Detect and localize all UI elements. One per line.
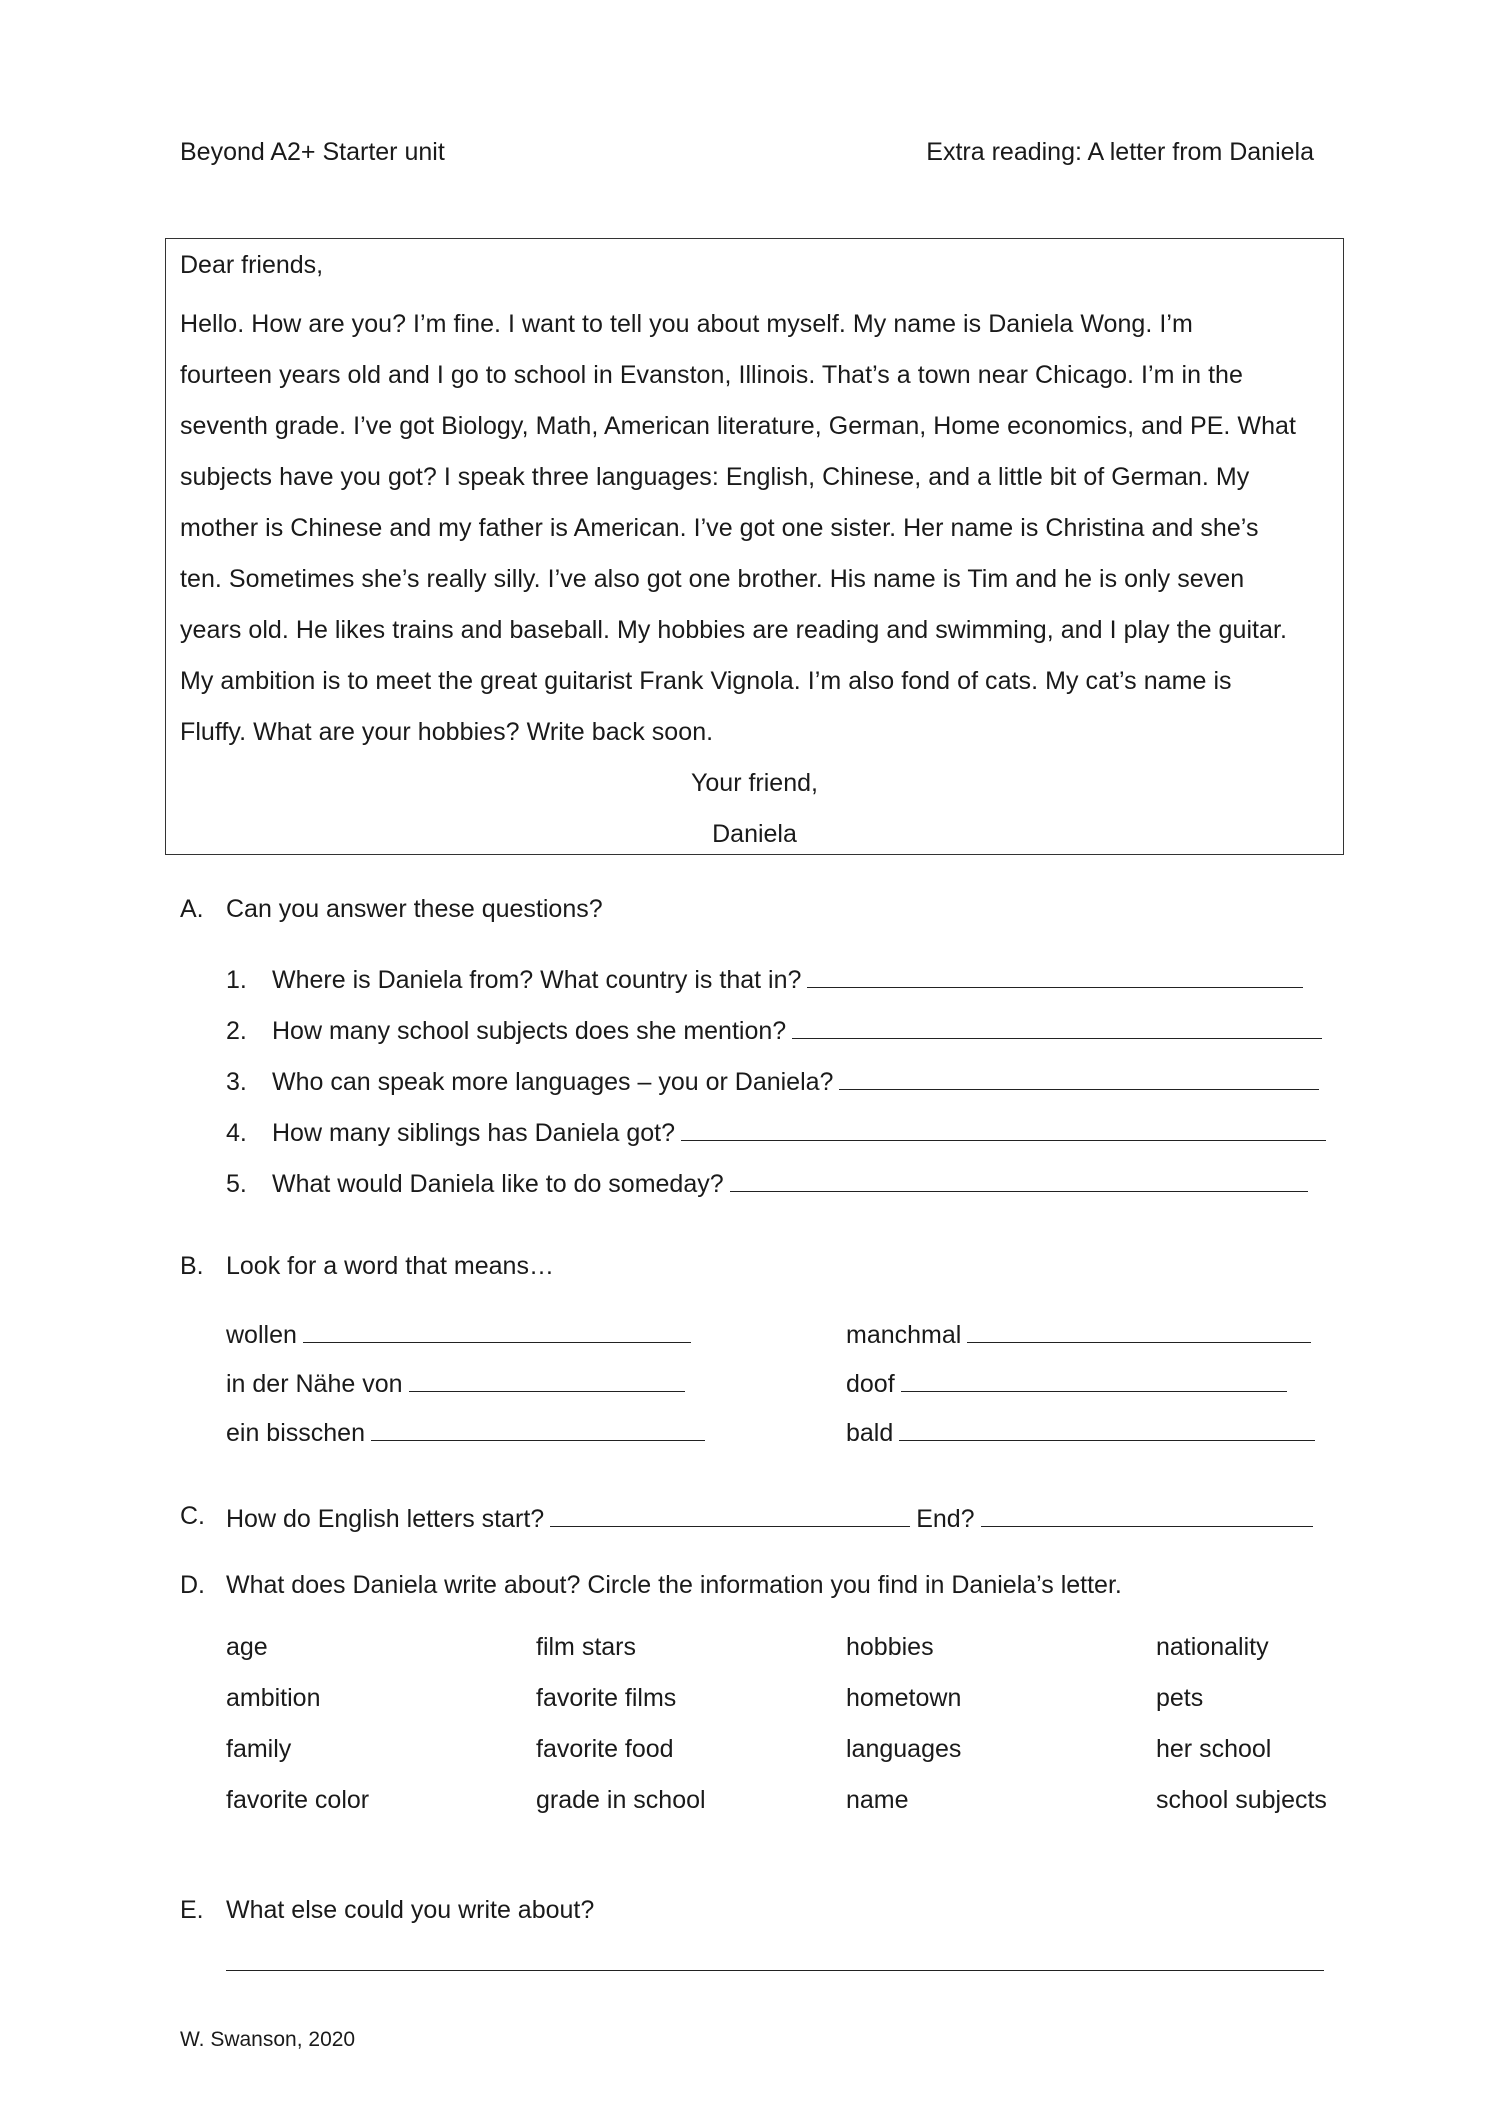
answer-blank[interactable]: [792, 1014, 1322, 1039]
vocab-word: doof: [846, 1370, 895, 1398]
circle-option[interactable]: languages: [846, 1735, 962, 1763]
vocab-blank[interactable]: [303, 1318, 691, 1343]
answer-blank[interactable]: [807, 963, 1303, 988]
vocab-blank[interactable]: [901, 1367, 1287, 1392]
section-c: [180, 1502, 1320, 1542]
vocab-item: [226, 1311, 691, 1360]
question-number: 5.: [226, 1170, 247, 1198]
letter-body: [180, 299, 1329, 758]
question-number: 4.: [226, 1119, 247, 1147]
section-c-end-text: End?: [916, 1505, 975, 1533]
circle-option[interactable]: name: [846, 1786, 909, 1814]
section-a-title: Can you answer these questions?: [226, 895, 603, 923]
circle-option[interactable]: pets: [1156, 1684, 1204, 1712]
letter-line: My ambition is to meet the great guitarist Frank Vignola. I’m also fond of cats. My cat’s name is: [180, 667, 1232, 695]
vocab-blank[interactable]: [409, 1367, 685, 1392]
vocab-word: ein bisschen: [226, 1419, 365, 1447]
section-c-start-text: How do English letters start?: [226, 1505, 545, 1533]
section-e-title: What else could you write about?: [226, 1896, 595, 1924]
vocab-word: bald: [846, 1419, 894, 1447]
vocab-blank[interactable]: [371, 1416, 705, 1441]
circle-option[interactable]: age: [226, 1633, 268, 1661]
circle-option[interactable]: favorite color: [226, 1786, 370, 1814]
start-blank[interactable]: [550, 1502, 910, 1527]
vocab-item: [846, 1409, 1315, 1458]
circle-option[interactable]: favorite food: [536, 1735, 674, 1763]
circle-option[interactable]: her school: [1156, 1735, 1272, 1763]
answer-blank[interactable]: [839, 1065, 1319, 1090]
circle-option[interactable]: school subjects: [1156, 1786, 1327, 1814]
section-d-title: What does Daniela write about? Circle the information you find in Daniela’s letter.: [226, 1571, 1122, 1599]
letter-line: Fluffy. What are your hobbies? Write back soon.: [180, 718, 714, 746]
answer-blank[interactable]: [730, 1167, 1308, 1192]
letter-greeting: Dear friends,: [180, 251, 324, 279]
question-number: 1.: [226, 966, 247, 994]
question-number: 3.: [226, 1068, 247, 1096]
question-text: How many school subjects does she mention?: [272, 1017, 787, 1045]
header-right: Extra reading: A letter from Daniela: [926, 138, 1314, 166]
letter-box: [165, 238, 1344, 855]
question-text: What would Daniela like to do someday?: [272, 1170, 724, 1198]
circle-option[interactable]: grade in school: [536, 1786, 706, 1814]
section-a-letter: A.: [180, 895, 204, 923]
circle-option[interactable]: favorite films: [536, 1684, 677, 1712]
letter-line: ten. Sometimes she’s really silly. I’ve also got one brother. His name is Tim and he is only seven: [180, 565, 1245, 593]
letter-signoff: [180, 758, 1329, 860]
end-blank[interactable]: [981, 1502, 1313, 1527]
letter-line: years old. He likes trains and baseball. My hobbies are reading and swimming, and I play the guitar.: [180, 616, 1287, 644]
question-text: How many siblings has Daniela got?: [272, 1119, 675, 1147]
vocab-blank[interactable]: [967, 1318, 1311, 1343]
letter-line: seventh grade. I’ve got Biology, Math, American literature, German, Home economics, and PE. What: [180, 412, 1296, 440]
vocab-item: [846, 1311, 1311, 1360]
question-row: [226, 1006, 1326, 1057]
question-row: [226, 1159, 1326, 1210]
question-text: Who can speak more languages – you or Daniela?: [272, 1068, 834, 1096]
letter-line: subjects have you got? I speak three languages: English, Chinese, and a little bit of German. My: [180, 463, 1250, 491]
letter-signature: Daniela: [712, 820, 797, 848]
header-left: Beyond A2+ Starter unit: [180, 138, 445, 166]
letter-closing: Your friend,: [691, 769, 818, 797]
question-list: [226, 955, 1326, 1210]
section-b-letter: B.: [180, 1252, 204, 1280]
section-c-letter: C.: [180, 1502, 205, 1530]
circle-option[interactable]: family: [226, 1735, 292, 1763]
circle-option[interactable]: ambition: [226, 1684, 321, 1712]
section-a-heading: [180, 895, 1320, 935]
vocab-item: [226, 1409, 705, 1458]
vocab-item: [226, 1360, 685, 1409]
vocab-word: manchmal: [846, 1321, 962, 1349]
question-number: 2.: [226, 1017, 247, 1045]
section-d-letter: D.: [180, 1571, 205, 1599]
question-text: Where is Daniela from? What country is that in?: [272, 966, 802, 994]
section-e-answer-line[interactable]: [226, 1970, 1324, 1971]
section-b-title: Look for a word that means…: [226, 1252, 554, 1280]
letter-line: Hello. How are you? I’m fine. I want to tell you about myself. My name is Daniela Wong. I’m: [180, 310, 1193, 338]
question-row: [226, 1057, 1326, 1108]
circle-option[interactable]: hometown: [846, 1684, 962, 1712]
circle-option[interactable]: hobbies: [846, 1633, 934, 1661]
section-e-heading: [180, 1896, 1320, 1936]
question-row: [226, 1108, 1326, 1159]
section-e-letter: E.: [180, 1896, 204, 1924]
footer-credit: W. Swanson, 2020: [180, 2028, 356, 2051]
vocab-word: in der Nähe von: [226, 1370, 403, 1398]
section-d-heading: [180, 1571, 1320, 1611]
question-row: [226, 955, 1326, 1006]
section-b-heading: [180, 1252, 1320, 1292]
answer-blank[interactable]: [681, 1116, 1326, 1141]
circle-option[interactable]: film stars: [536, 1633, 636, 1661]
letter-line: mother is Chinese and my father is American. I’ve got one sister. Her name is Christina and she’s: [180, 514, 1259, 542]
letter-line: fourteen years old and I go to school in Evanston, Illinois. That’s a town near Chicago. I’m in the: [180, 361, 1243, 389]
vocab-item: [846, 1360, 1287, 1409]
vocab-blank[interactable]: [899, 1416, 1315, 1441]
circle-option[interactable]: nationality: [1156, 1633, 1269, 1661]
vocab-word: wollen: [226, 1321, 297, 1349]
